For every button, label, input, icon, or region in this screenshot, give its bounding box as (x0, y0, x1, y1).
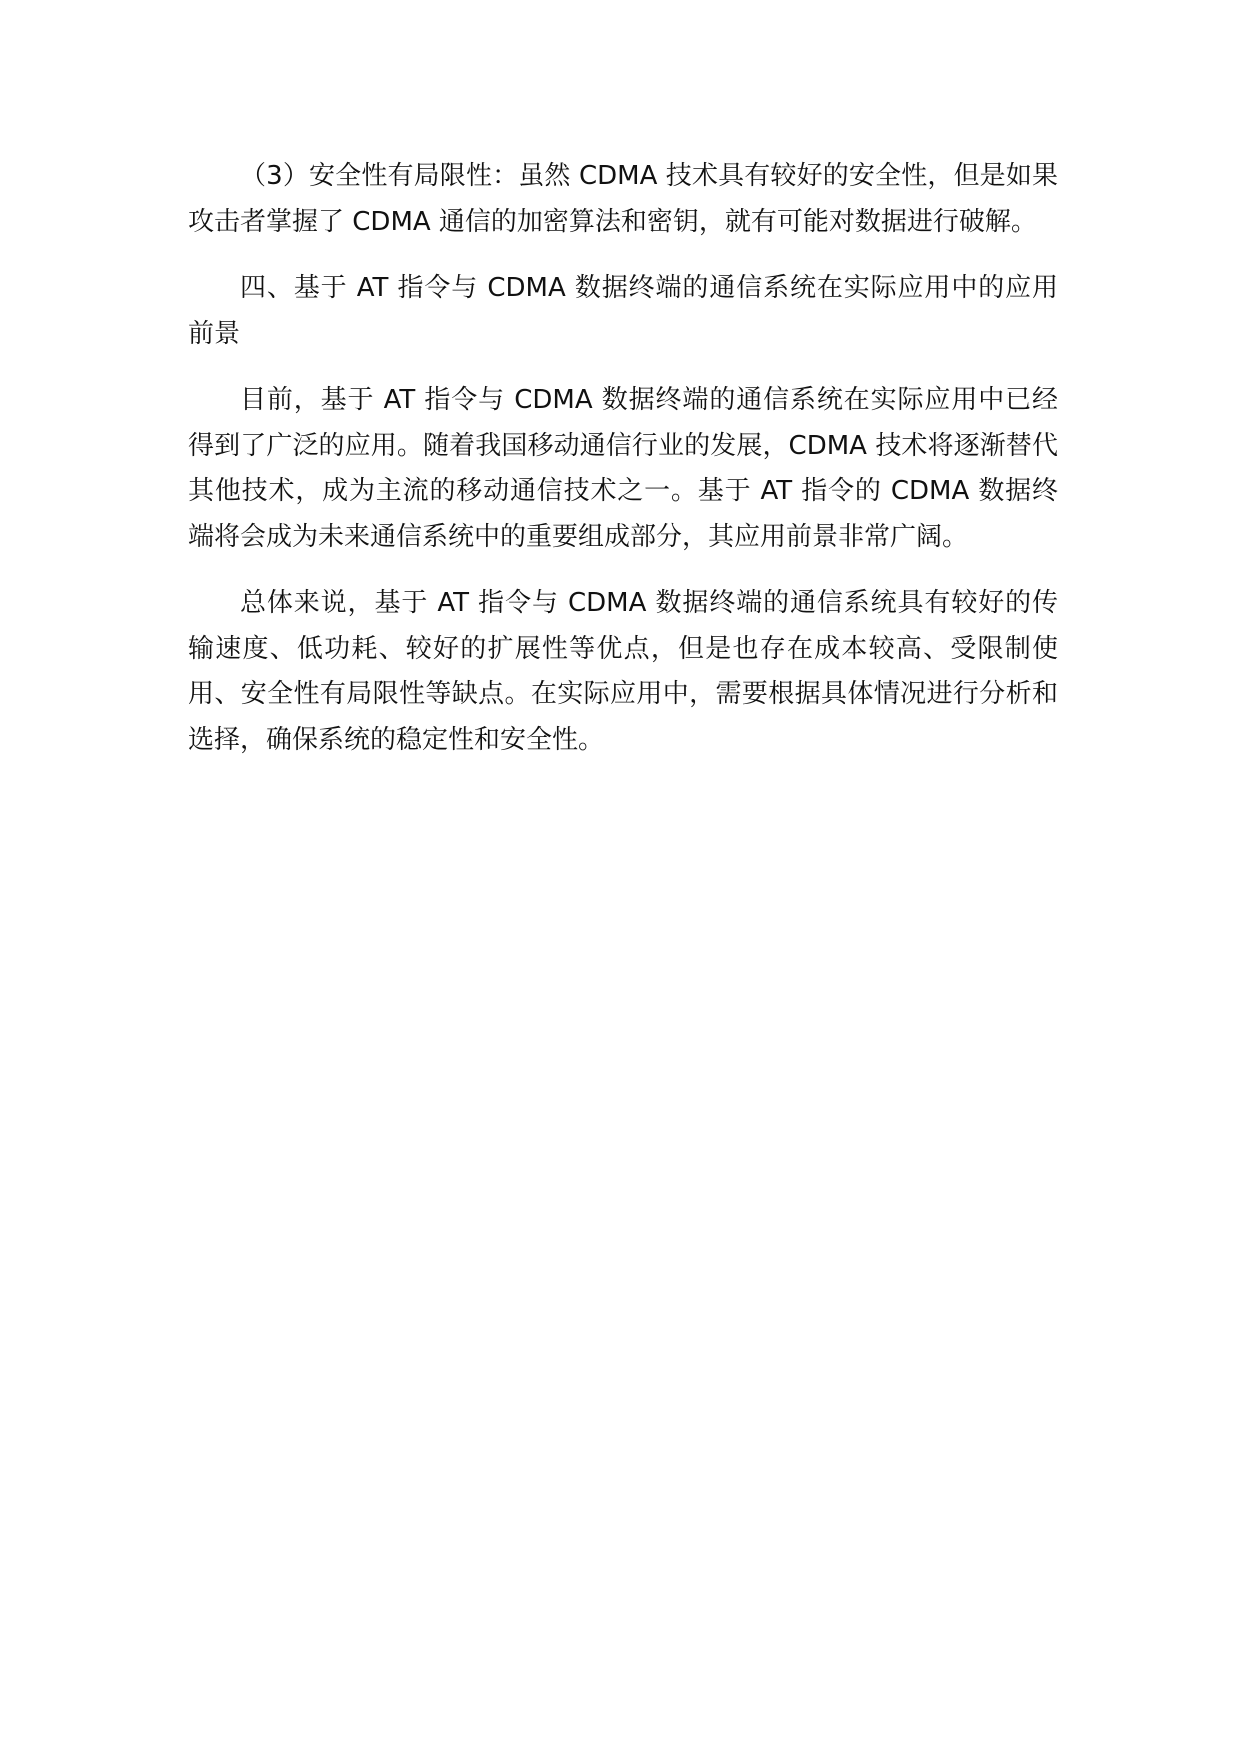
paragraph-summary: 总体来说，基于 AT 指令与 CDMA 数据终端的通信系统具有较好的传输速度、低功耗、较好的扩展性等优点，但是也存在成本较高、受限制使用、安全性有局限性等缺点。在实际应用中，需要根据具体情况进行分析和选择，确保系统的稳定性和安全性。 (188, 588, 1058, 755)
section-heading-application-prospects: 四、基于 AT 指令与 CDMA 数据终端的通信系统在实际应用中的应用前景 (188, 273, 1058, 349)
paragraph-current-application: 目前，基于 AT 指令与 CDMA 数据终端的通信系统在实际应用中已经得到了广泛的应用。随着我国移动通信行业的发展，CDMA 技术将逐渐替代其他技术，成为主流的移动通信技术之一。基于 AT 指令的 CDMA 数据终端将会成为未来通信系统中的重要组成部分，其应用前景非常广阔。 (188, 385, 1058, 552)
document-body (188, 154, 1058, 784)
paragraph-security-limitation: （3）安全性有局限性：虽然 CDMA 技术具有较好的安全性，但是如果攻击者掌握了 CDMA 通信的加密算法和密钥，就有可能对数据进行破解。 (188, 161, 1058, 237)
